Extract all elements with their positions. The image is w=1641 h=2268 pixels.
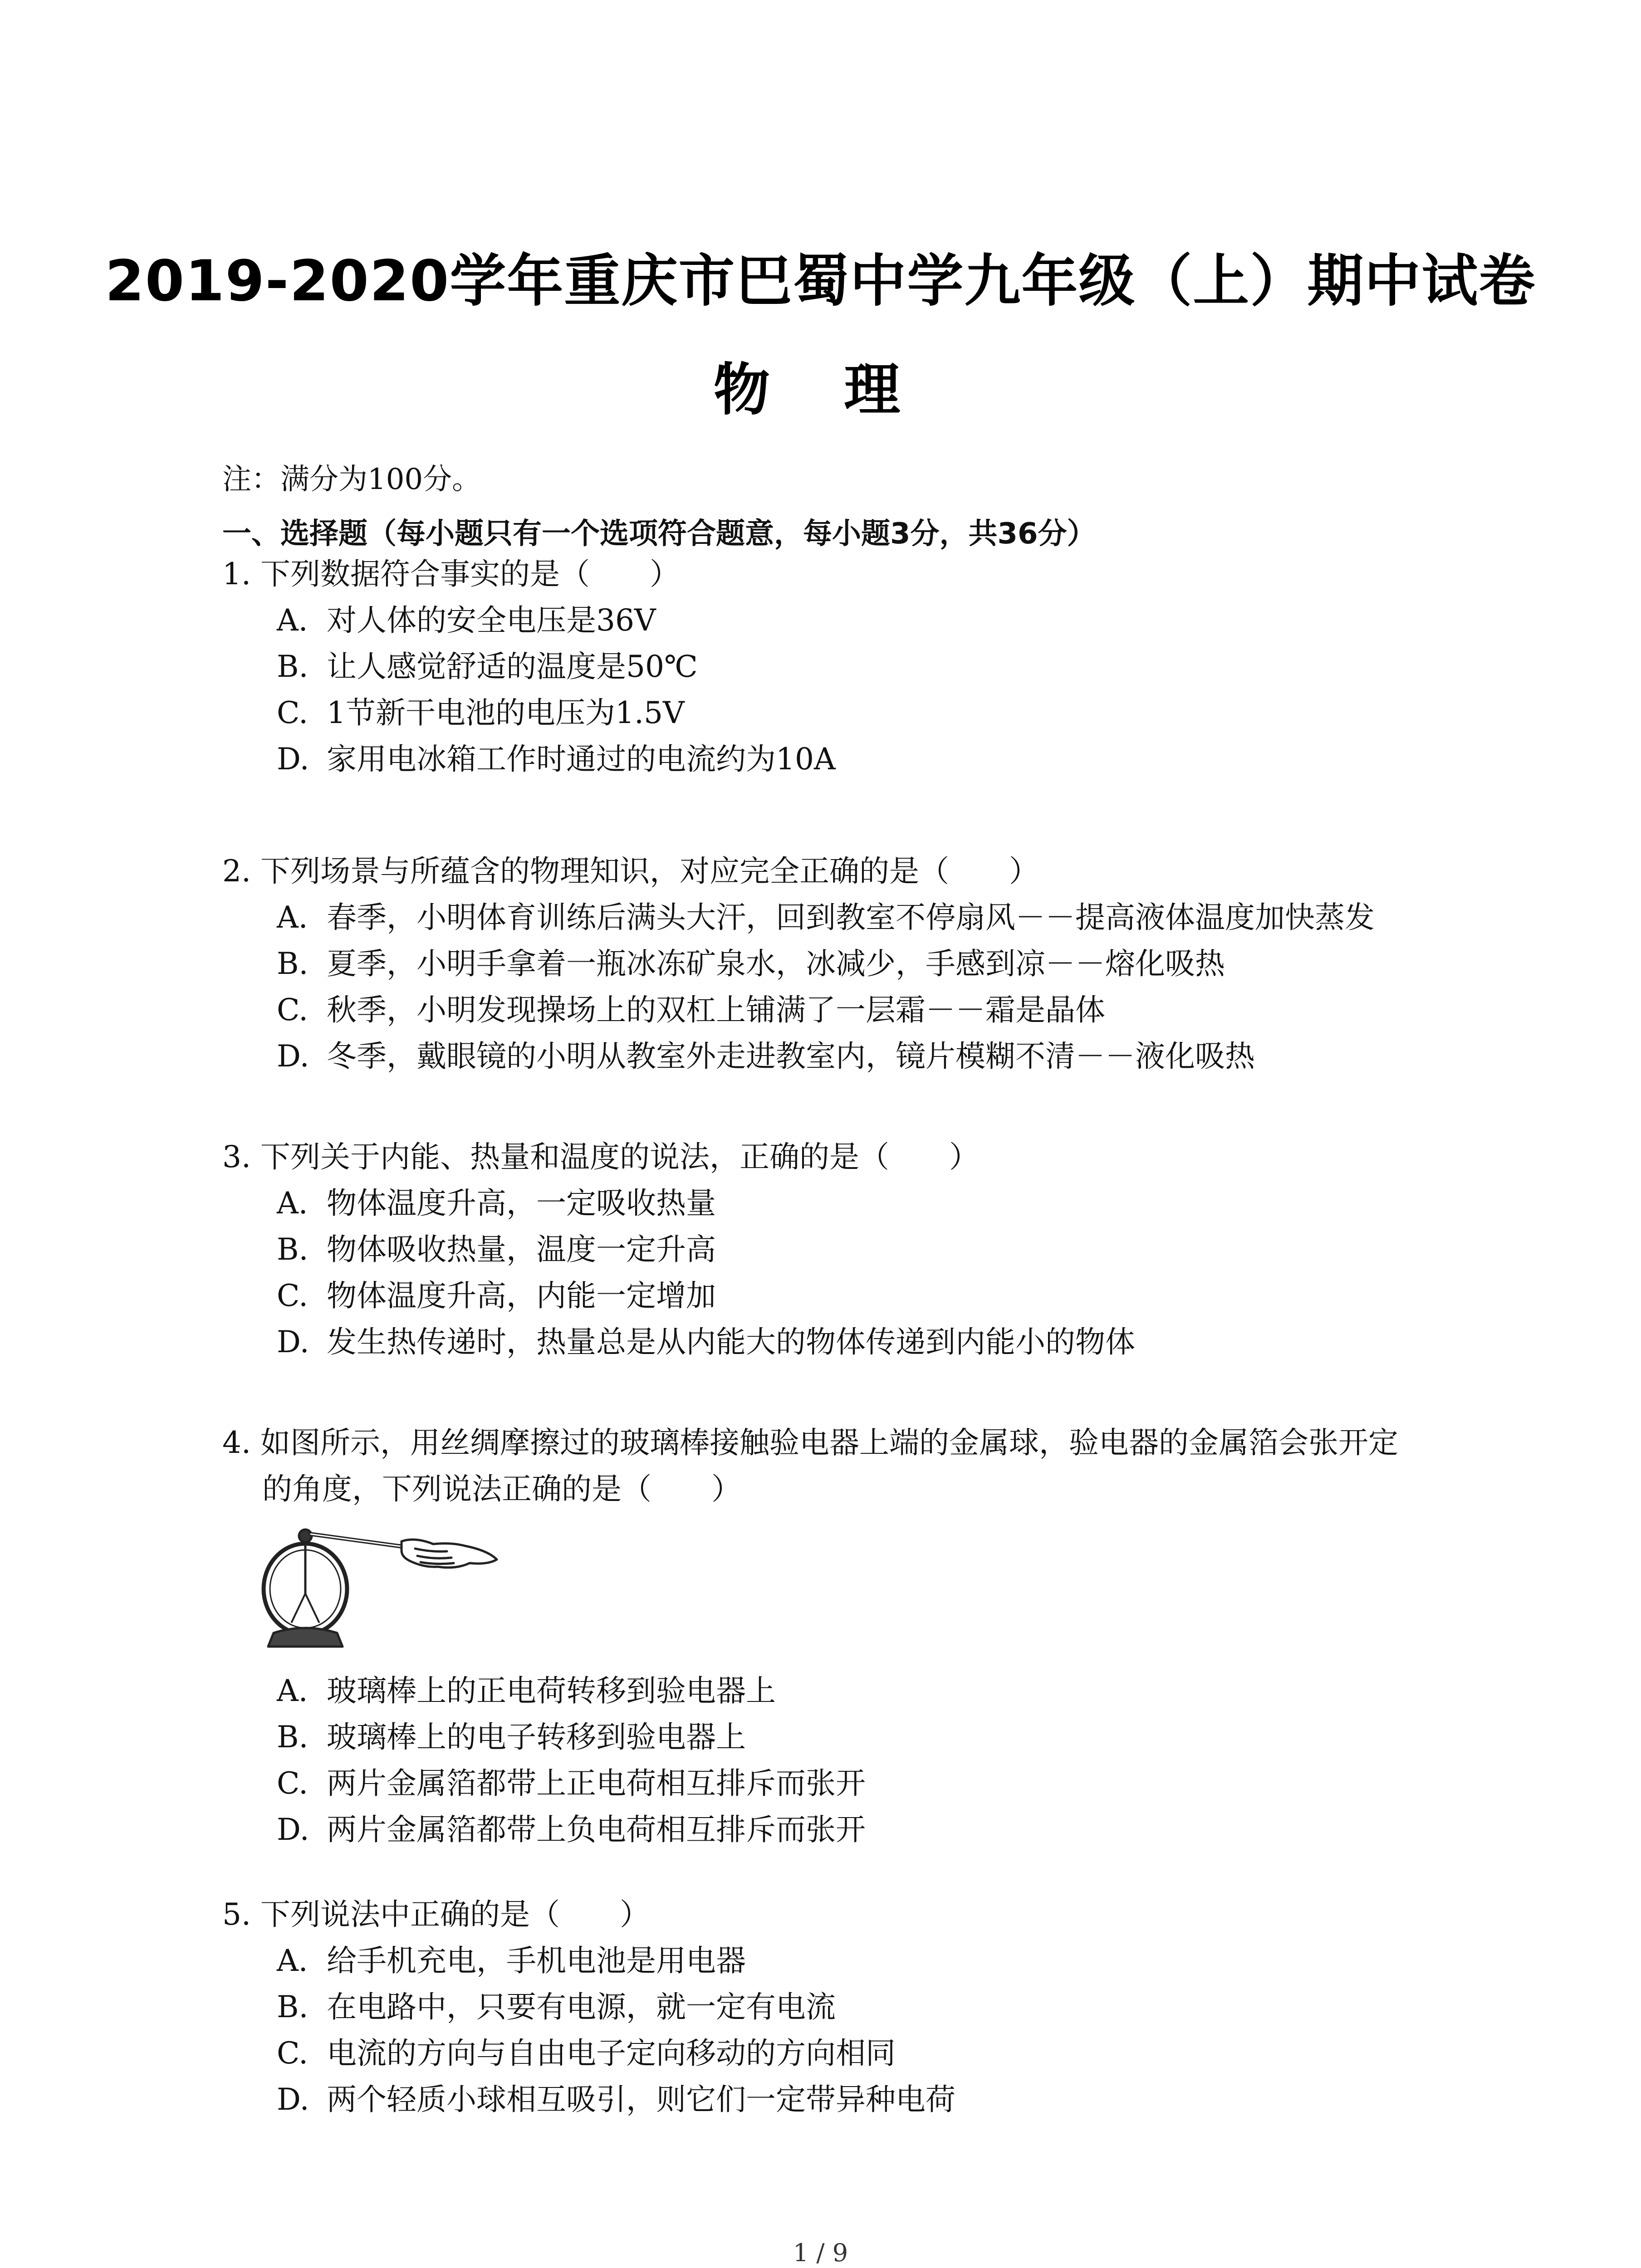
question-number: 1. [222,557,251,591]
option-b [222,1227,1447,1273]
option-c [222,1760,1447,1807]
option-text: 物体吸收热量，温度一定升高 [327,1232,716,1267]
option-b [222,941,1447,987]
option-letter: B. [277,946,309,981]
option-d [222,1807,1447,1853]
question-5 [222,1892,1447,2123]
option-b [222,1714,1447,1760]
option-letter: A. [277,1186,308,1221]
question-1 [222,551,1447,782]
question-number: 4. [222,1425,251,1460]
option-d [222,1319,1447,1365]
option-c [222,690,1447,736]
option-a [222,597,1447,644]
option-letter: C. [277,2036,309,2071]
option-letter: D. [277,1812,309,1847]
question-2 [222,848,1447,1080]
option-letter: D. [277,1039,309,1074]
question-number: 3. [222,1139,251,1174]
question-stem: 下列场景与所蕴含的物理知识，对应完全正确的是（ ） [260,854,1039,889]
option-text: 在电路中，只要有电源，就一定有电流 [327,1989,836,2024]
option-text: 给手机充电，手机电池是用电器 [327,1943,746,1978]
option-text: 发生热传递时，热量总是从内能大的物体传递到内能小的物体 [327,1325,1135,1359]
option-letter: D. [277,1325,309,1359]
subject-title: 物 理 [713,357,928,423]
option-text: 玻璃棒上的电子转移到验电器上 [327,1720,746,1755]
score-note: 注：满分为100分。 [222,463,481,496]
option-d [222,1033,1447,1080]
option-text: 让人感觉舒适的温度是50℃ [327,649,698,684]
option-c [222,987,1447,1033]
option-text: 物体温度升高，内能一定增加 [327,1278,716,1313]
question-stem-continued: 的角度，下列说法正确的是（ ） [262,1471,741,1506]
option-text: 物体温度升高，一定吸收热量 [327,1186,716,1221]
option-a [222,894,1447,941]
page-number: 1 / 9 [793,2239,848,2267]
question-number: 5. [222,1897,251,1932]
option-text: 两个轻质小球相互吸引，则它们一定带异种电荷 [327,2082,955,2117]
option-letter: B. [277,649,309,684]
option-text: 冬季，戴眼镜的小明从教室外走进教室内，镜片模糊不清－－液化吸热 [327,1039,1255,1074]
section-heading: 一、选择题（每小题只有一个选项符合题意，每小题3分，共36分） [222,517,1096,551]
option-text: 两片金属箔都带上正电荷相互排斥而张开 [327,1766,866,1801]
option-d [222,2077,1447,2123]
question-stem: 下列关于内能、热量和温度的说法，正确的是（ ） [260,1139,979,1174]
question-stem: 下列数据符合事实的是（ ） [260,557,680,591]
question-number: 2. [222,854,251,889]
option-b [222,1984,1447,2030]
option-text: 夏季，小明手拿着一瓶冰冻矿泉水，冰减少，手感到凉－－熔化吸热 [327,946,1225,981]
option-b [222,644,1447,690]
option-letter: D. [277,742,309,777]
electroscope-figure [252,1514,506,1655]
option-letter: C. [277,1766,309,1801]
option-letter: B. [277,1989,309,2024]
option-letter: A. [277,1673,308,1708]
option-a [222,1180,1447,1227]
option-text: 玻璃棒上的正电荷转移到验电器上 [327,1673,776,1708]
option-text: 电流的方向与自由电子定向移动的方向相同 [327,2036,896,2071]
option-letter: A. [277,1943,308,1978]
option-text: 对人体的安全电压是36V [327,603,656,638]
option-letter: A. [277,900,308,935]
option-text: 家用电冰箱工作时通过的电流约为10A [327,742,836,777]
option-letter: C. [277,1278,309,1313]
option-c [222,2030,1447,2077]
question-4 [222,1420,1447,1853]
option-letter: B. [277,1720,309,1755]
option-text: 秋季，小明发现操场上的双杠上铺满了一层霜－－霜是晶体 [327,992,1105,1027]
option-a [222,1668,1447,1714]
option-d [222,736,1447,782]
option-text: 春季，小明体育训练后满头大汗，回到教室不停扇风－－提高液体温度加快蒸发 [327,900,1375,935]
question-3 [222,1134,1447,1365]
option-a [222,1938,1447,1984]
question-stem: 如图所示，用丝绸摩擦过的玻璃棒接触验电器上端的金属球，验电器的金属箔会张开定 [260,1425,1398,1460]
option-letter: C. [277,695,309,730]
question-stem: 下列说法中正确的是（ ） [260,1897,650,1932]
option-letter: B. [277,1232,309,1267]
option-letter: D. [277,2082,309,2117]
option-letter: A. [277,603,308,638]
option-letter: C. [277,992,309,1027]
exam-title: 2019-2020学年重庆市巴蜀中学九年级（上）期中试卷 [105,249,1536,314]
option-text: 1节新干电池的电压为1.5V [327,695,685,730]
option-c [222,1273,1447,1319]
option-text: 两片金属箔都带上负电荷相互排斥而张开 [327,1812,866,1847]
